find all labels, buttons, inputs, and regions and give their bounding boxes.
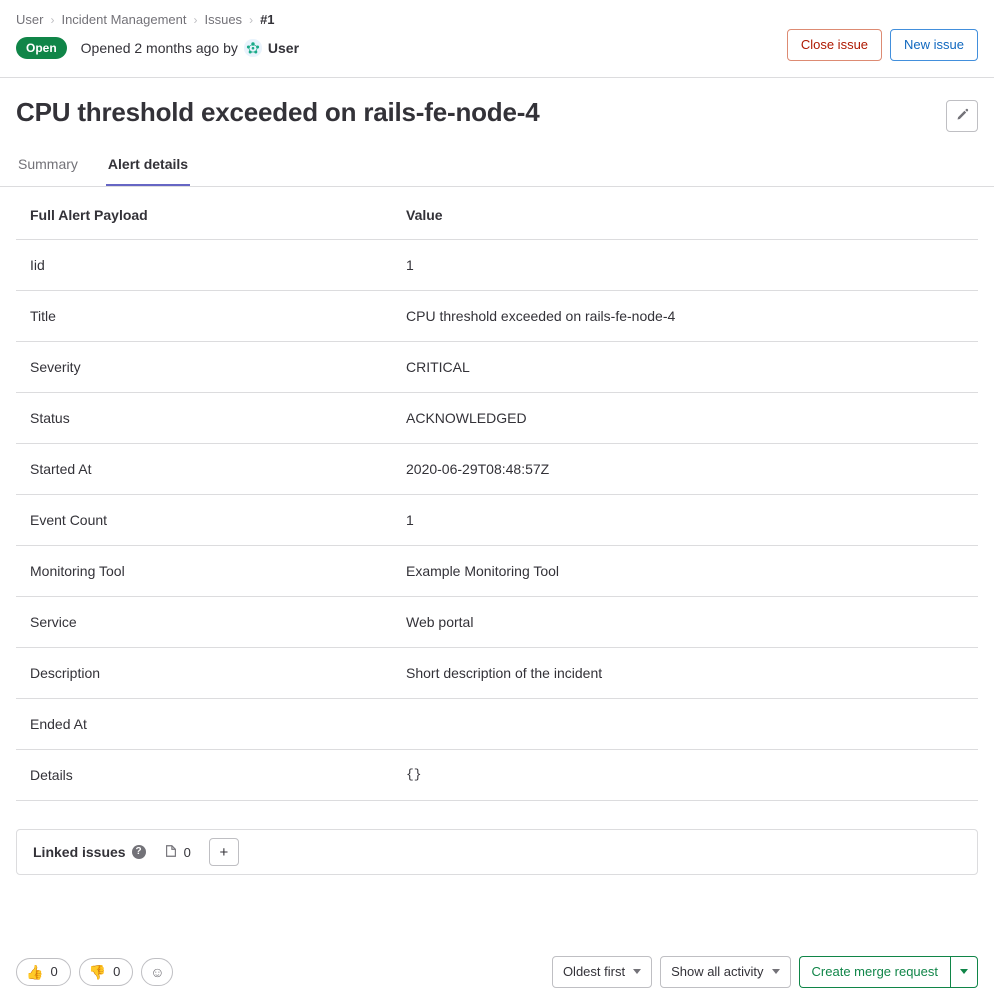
tab-summary[interactable]: Summary (18, 156, 78, 172)
award-emoji-group (16, 958, 173, 986)
column-header-key: Full Alert Payload (16, 187, 392, 240)
linked-issues-title: Linked issues (33, 844, 126, 860)
table-row (16, 291, 978, 342)
thumbsup-award-button[interactable] (16, 958, 71, 986)
thumbsdown-count: 0 (113, 964, 121, 979)
author-name: User (267, 40, 300, 56)
pencil-icon (955, 108, 969, 125)
row-key: Event Count (16, 495, 392, 546)
row-value: CPU threshold exceeded on rails-fe-node-4 (392, 291, 978, 342)
create-merge-request-split-button (799, 956, 978, 988)
row-value: Short description of the incident (392, 648, 978, 699)
table-row (16, 495, 978, 546)
sort-dropdown-label: Oldest first (562, 964, 626, 979)
column-header-value: Value (392, 187, 978, 240)
breadcrumb-item-issues[interactable]: Issues (204, 12, 243, 27)
create-merge-request-button[interactable]: Create merge request (799, 956, 950, 988)
activity-toolbar (0, 942, 994, 1000)
activity-filter-dropdown[interactable] (660, 956, 790, 988)
create-merge-request-dropdown-toggle[interactable] (950, 956, 978, 988)
table-row (16, 750, 978, 801)
row-key: Service (16, 597, 392, 648)
linked-issues-count (164, 844, 191, 861)
row-value: 1 (392, 495, 978, 546)
alert-payload-table (16, 187, 978, 801)
breadcrumb-separator: › (193, 12, 198, 27)
row-key: Ended At (16, 699, 392, 750)
thumbsup-icon: 👍 (26, 963, 44, 980)
tab-alert-details[interactable]: Alert details (106, 146, 190, 186)
row-key: Description (16, 648, 392, 699)
table-row (16, 393, 978, 444)
breadcrumb-separator: › (249, 12, 254, 27)
activity-filter-label: Show all activity (671, 964, 764, 979)
row-value (392, 699, 978, 750)
avatar (244, 39, 262, 57)
thumbsdown-award-button[interactable] (79, 958, 134, 986)
linked-issues-card (16, 829, 978, 875)
row-value: Web portal (392, 597, 978, 648)
table-row (16, 648, 978, 699)
help-icon[interactable]: ? (132, 845, 146, 859)
row-key: Monitoring Tool (16, 546, 392, 597)
issue-author[interactable] (244, 39, 299, 57)
chevron-down-icon (633, 969, 641, 974)
new-issue-button[interactable]: New issue (890, 29, 978, 61)
row-key: Status (16, 393, 392, 444)
row-key: Started At (16, 444, 392, 495)
row-value: 1 (392, 240, 978, 291)
table-row (16, 597, 978, 648)
sort-dropdown[interactable] (552, 956, 652, 988)
close-issue-button[interactable]: Close issue (787, 29, 882, 61)
table-row (16, 342, 978, 393)
chevron-down-icon (772, 969, 780, 974)
row-value: CRITICAL (392, 342, 978, 393)
title-row (0, 78, 994, 132)
row-key: Iid (16, 240, 392, 291)
activity-filters (552, 956, 978, 988)
table-row (16, 699, 978, 750)
row-key: Severity (16, 342, 392, 393)
table-row (16, 546, 978, 597)
table-row (16, 444, 978, 495)
add-reaction-button[interactable]: ☺ (141, 958, 173, 986)
thumbsup-count: 0 (50, 964, 58, 979)
page-title: CPU threshold exceeded on rails-fe-node-4 (16, 97, 540, 127)
linked-issues-count-value: 0 (183, 844, 191, 860)
table-header-row (16, 187, 978, 240)
row-value: 2020-06-29T08:48:57Z (392, 444, 978, 495)
breadcrumb-item-user[interactable]: User (16, 12, 44, 27)
breadcrumb-separator: › (50, 12, 55, 27)
issue-actions (787, 29, 978, 61)
issue-link-icon (164, 844, 178, 861)
row-key: Details (16, 750, 392, 801)
add-linked-issue-button[interactable]: + (209, 838, 239, 866)
breadcrumb-item-current: #1 (260, 12, 275, 27)
edit-issue-button[interactable] (946, 100, 978, 132)
table-row (16, 240, 978, 291)
issue-tabs (0, 146, 994, 187)
row-value: {} (392, 750, 978, 801)
row-key: Title (16, 291, 392, 342)
chevron-down-icon (960, 969, 968, 974)
breadcrumb-item-incident-management[interactable]: Incident Management (61, 12, 187, 27)
row-value: Example Monitoring Tool (392, 546, 978, 597)
row-value: ACKNOWLEDGED (392, 393, 978, 444)
issue-status-bar (0, 37, 994, 78)
thumbsdown-icon: 👎 (88, 963, 107, 980)
opened-text: Opened 2 months ago by (80, 40, 238, 56)
status-badge: Open (16, 37, 67, 59)
